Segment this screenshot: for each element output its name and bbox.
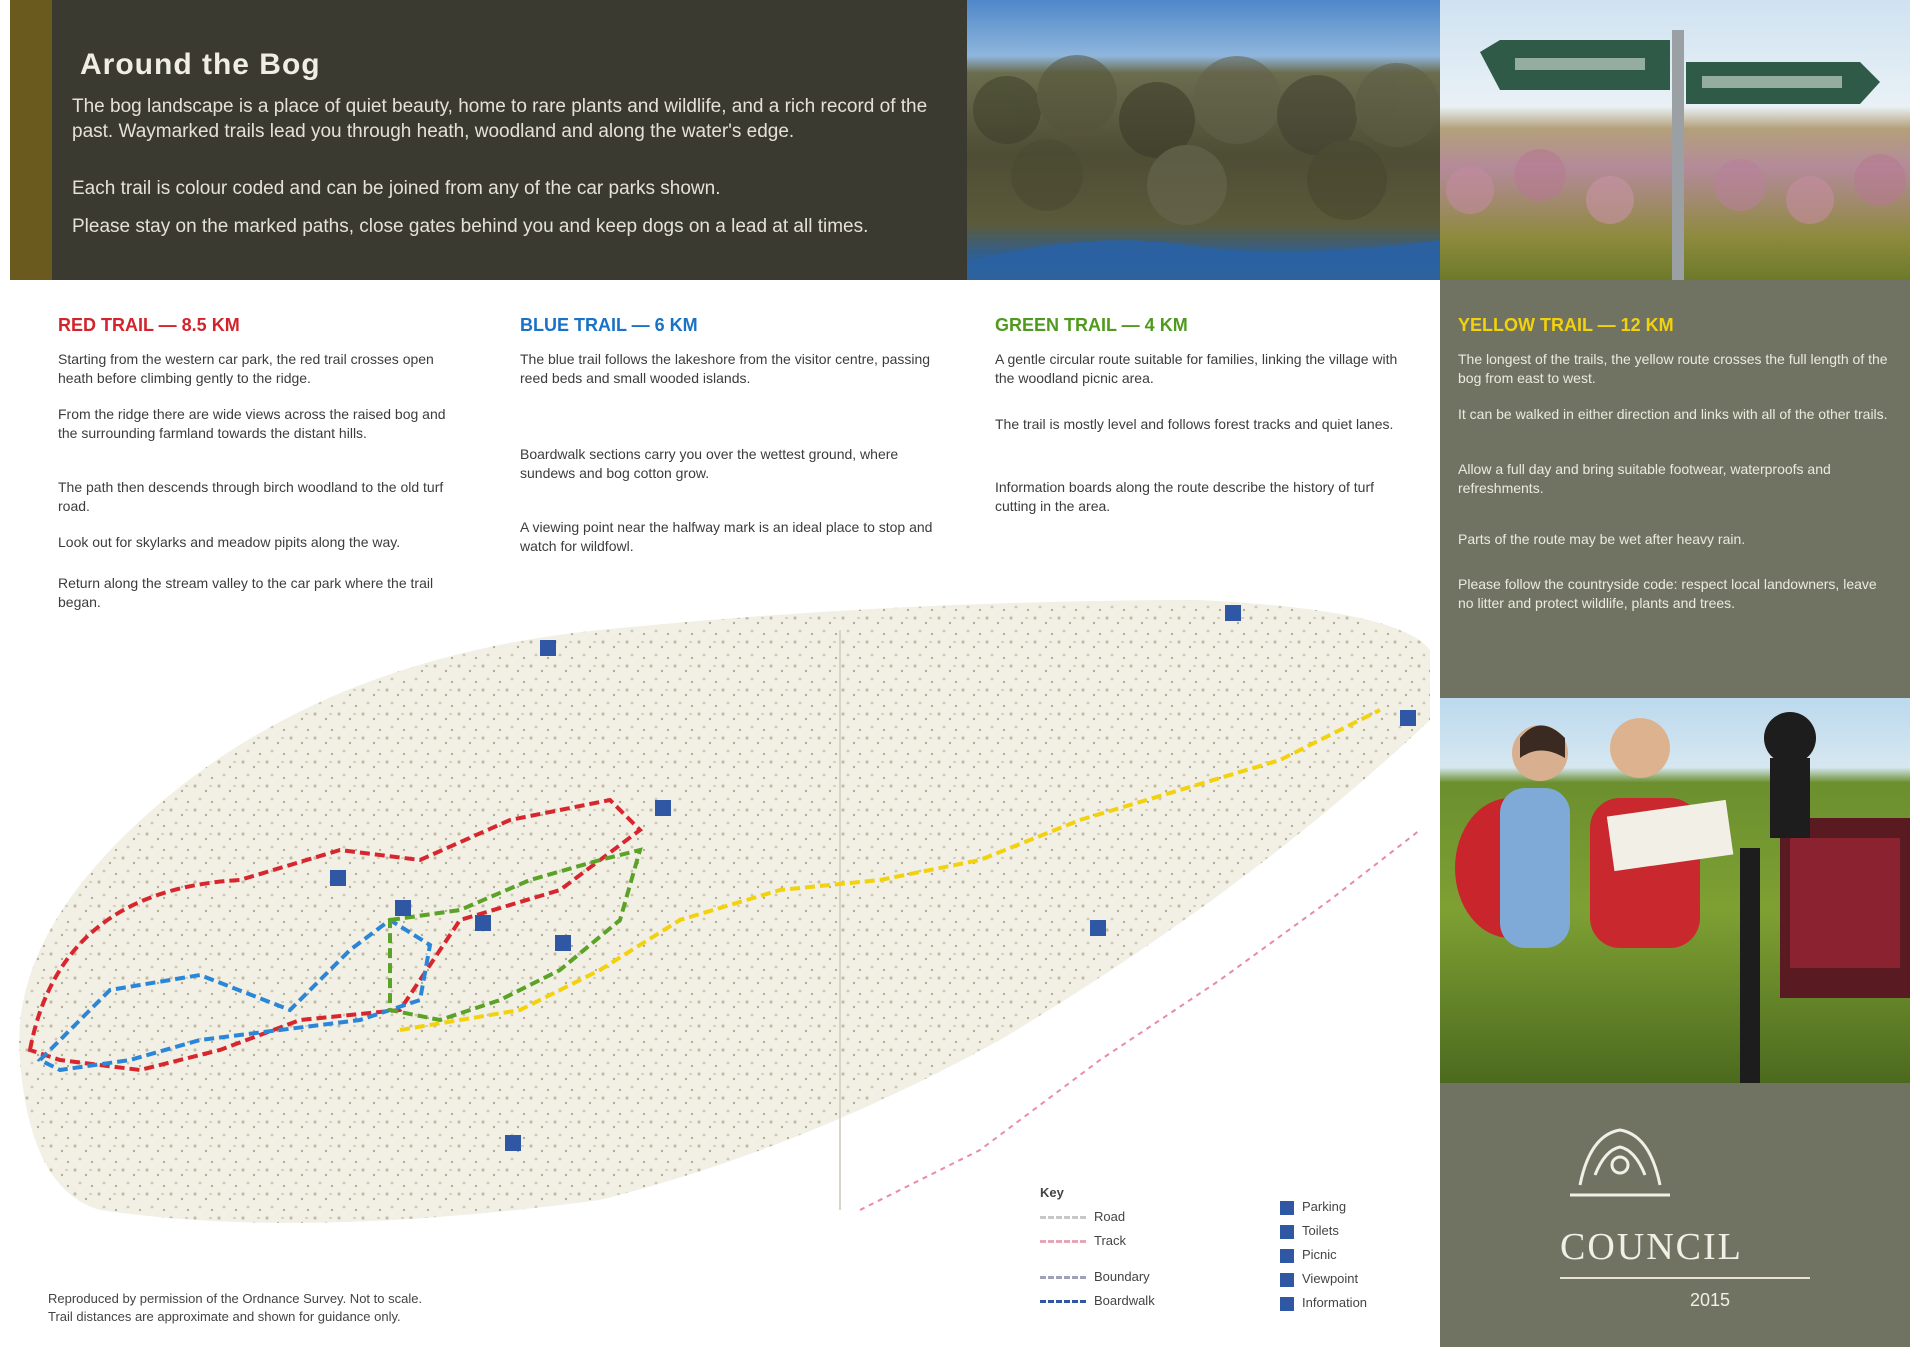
parking-symbol [1090,920,1106,936]
red-trail-paragraph: Return along the stream valley to the car park where the trail began. [58,575,434,610]
parking-symbol [1225,605,1241,621]
green-trail-title: GREEN TRAIL — 4 KM [995,315,1188,335]
parking-symbol [1400,710,1416,726]
yellow-trail-title: YELLOW TRAIL — 12 KM [1458,315,1674,335]
parking-icon [1280,1201,1294,1215]
legend-symbol-item: Information [1280,1295,1367,1311]
map-legend [1040,1185,1430,1325]
yellow-trail-paragraph: Allow a full day and bring suitable footwear, waterproofs and refreshments. [1458,461,1831,496]
trail-map [0,590,1440,1240]
parking-symbol [330,870,346,886]
red-trail-paragraph: From the ridge there are wide views across the raised bog and the surrounding farmland towards the distant hills. [58,406,446,441]
parking-symbol [655,800,671,816]
legend-line-item: Boundary [1040,1269,1150,1284]
map-copyright-note: Reproduced by permission of the Ordnance Survey. Not to scale. Trail distances are approximate and shown for guidance only. [48,1291,423,1324]
page-title: Around the Bog [80,48,321,81]
green-trail-paragraph: A gentle circular route suitable for families, linking the village with the woodland picnic area. [995,351,1398,386]
blue-trail-paragraph: A viewing point near the halfway mark is an ideal place to stop and watch for wildfowl. [520,519,933,554]
green-trail-paragraph: Information boards along the route describe the history of turf cutting in the area. [995,479,1374,514]
council-crest-icon [1560,1115,1680,1205]
green-trail-paragraph: The trail is mostly level and follows forest tracks and quiet lanes. [995,416,1394,432]
parking-symbol [540,640,556,656]
blue-trail-title: BLUE TRAIL — 6 KM [520,315,698,335]
intro-paragraph: Each trail is colour coded and can be joined from any of the car parks shown. [72,178,721,199]
intro-paragraph: Please stay on the marked paths, close gates behind you and keep dogs on a lead at all times. [72,216,869,237]
viewpoint-icon [1280,1273,1294,1287]
logo-year: 2015 [1690,1290,1731,1310]
red-trail-title: RED TRAIL — 8.5 KM [58,315,240,335]
yellow-trail-paragraph: The longest of the trails, the yellow route crosses the full length of the bog from east to west. [1458,351,1888,386]
signpost-photo [1440,0,1910,280]
legend-symbol-item: Parking [1280,1199,1346,1215]
parking-symbol [475,915,491,931]
legend-line-item: Track [1040,1233,1126,1248]
parking-symbol [555,935,571,951]
legend-line-item: Road [1040,1209,1125,1224]
header-accent-bar [10,0,52,280]
red-trail-paragraph: The path then descends through birch woodland to the old turf road. [58,479,444,514]
information-icon [1280,1297,1294,1311]
legend-symbol-item: Viewpoint [1280,1271,1358,1287]
legend-symbol-item: Toilets [1280,1223,1339,1239]
parking-symbol [395,900,411,916]
lake-woodland-photo [967,0,1440,280]
walkers-map-board-photo [1440,698,1910,1083]
parking-symbol [505,1135,521,1151]
yellow-trail-paragraph: Parts of the route may be wet after heavy rain. [1458,531,1746,547]
red-trail-paragraph: Look out for skylarks and meadow pipits along the way. [58,534,401,550]
council-wordmark: COUNCIL [1560,1226,1743,1268]
picnic-icon [1280,1249,1294,1263]
yellow-trail-paragraph: Please follow the countryside code: respect local landowners, leave no litter and protect wildlife, plants and trees. [1458,576,1877,611]
red-trail-paragraph: Starting from the western car park, the red trail crosses open heath before climbing gently to the ridge. [58,351,434,386]
yellow-trail-paragraph: It can be walked in either direction and links with all of the other trails. [1458,406,1888,422]
blue-trail-paragraph: Boardwalk sections carry you over the wettest ground, where sundews and bog cotton grow. [520,446,899,481]
intro-paragraph: The bog landscape is a place of quiet beauty, home to rare plants and wildlife, and a rich record of the past. Waymarked trails lead you through heath, woodland and along the water's edge. [72,96,928,142]
legend-heading: Key [1040,1185,1064,1200]
blue-trail-paragraph: The blue trail follows the lakeshore from the visitor centre, passing reed beds and small wooded islands. [520,351,931,386]
logo-divider [1560,1277,1810,1279]
legend-line-item: Boardwalk [1040,1293,1155,1308]
toilets-icon [1280,1225,1294,1239]
legend-symbol-item: Picnic [1280,1247,1337,1263]
